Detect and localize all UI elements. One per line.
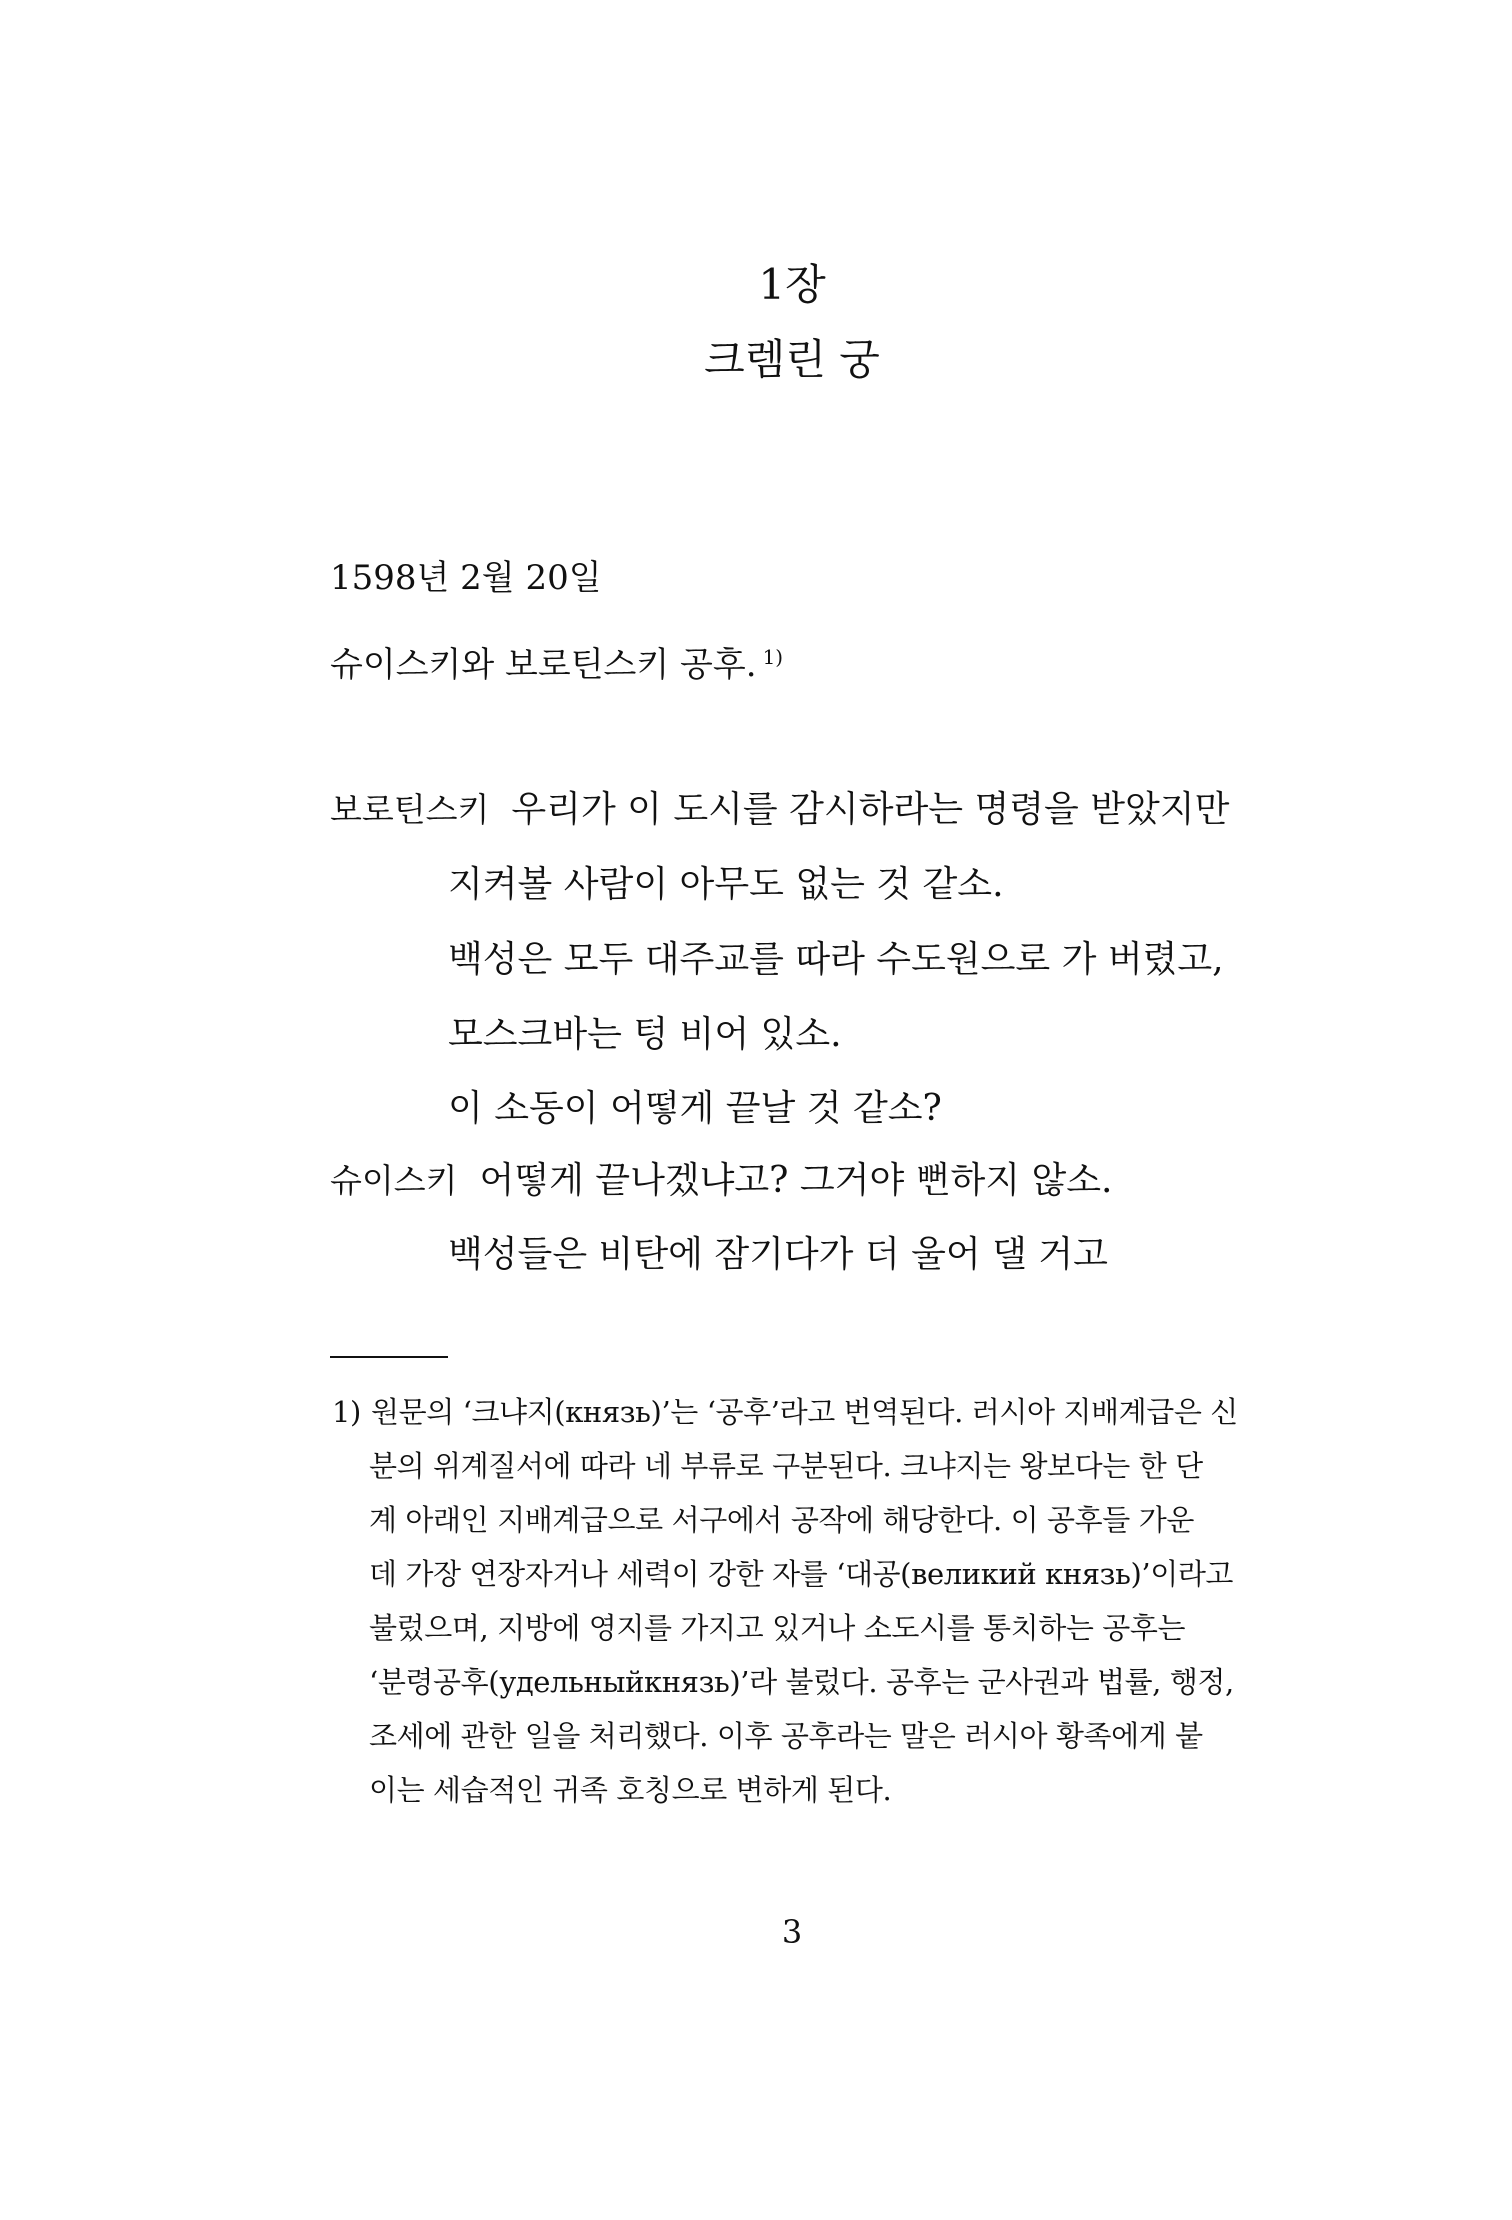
scene-characters	[330, 632, 783, 690]
footnote-line: 조세에 관한 일을 처리했다. 이후 공후라는 말은 러시아 황족에게 붙	[369, 1719, 1203, 1753]
dialogue-line: 백성들은 비탄에 잠기다가 더 울어 댈 거고	[448, 1234, 1108, 1275]
footnote-reference: 1)	[762, 645, 784, 669]
footnote-line: 계 아래인 지배계급으로 서구에서 공작에 해당한다. 이 공후들 가운	[369, 1503, 1194, 1537]
dialogue-line	[330, 1155, 1112, 1207]
footnote-line: 불렀으며, 지방에 영지를 가지고 있거나 소도시를 통치하는 공후는	[369, 1611, 1186, 1645]
dialogue-text: 어떻게 끝나겠냐고? 그거야 뻔하지 않소.	[479, 1160, 1113, 1201]
speaker-name: 보로틴스키	[330, 790, 490, 829]
speaker-name: 슈이스키	[330, 1161, 458, 1200]
footnote-divider	[330, 1356, 448, 1358]
footnote-line	[332, 1392, 1238, 1432]
dialogue-text: 우리가 이 도시를 감시하라는 명령을 받았지만	[511, 789, 1230, 830]
dialogue-line: 지켜볼 사람이 아무도 없는 것 같소.	[448, 864, 1004, 905]
dialogue-line: 백성은 모두 대주교를 따라 수도원으로 가 버렸고,	[448, 939, 1224, 980]
footnote-number: 1)	[332, 1395, 361, 1429]
page-number: 3	[781, 1913, 803, 1951]
dialogue-line: 이 소동이 어떻게 끝날 것 같소?	[448, 1088, 942, 1129]
footnote-text: 원문의 ‘크냐지(князь)’는 ‘공후’라고 번역된다. 러시아 지배계급은 신	[370, 1395, 1238, 1429]
scene-characters-text: 슈이스키와 보로틴스키 공후.	[330, 645, 757, 685]
dialogue-line	[330, 784, 1229, 836]
chapter-title: 크렘린 궁	[704, 335, 880, 384]
footnote-line: 분의 위계질서에 따라 네 부류로 구분된다. 크냐지는 왕보다는 한 단	[369, 1449, 1203, 1483]
dialogue-line: 모스크바는 텅 비어 있소.	[448, 1014, 842, 1055]
footnote-line: 데 가장 연장자거나 세력이 강한 자를 ‘대공(великий князь)’이라고	[369, 1557, 1234, 1591]
footnote-line: 이는 세습적인 귀족 호칭으로 변하게 된다.	[369, 1773, 892, 1807]
footnote-line: ‘분령공후(удельныйкнязь)’라 불렀다. 공후는 군사권과 법률, 행정,	[369, 1665, 1234, 1699]
scene-date: 1598년 2월 20일	[330, 558, 602, 598]
chapter-number: 1장	[758, 260, 826, 309]
